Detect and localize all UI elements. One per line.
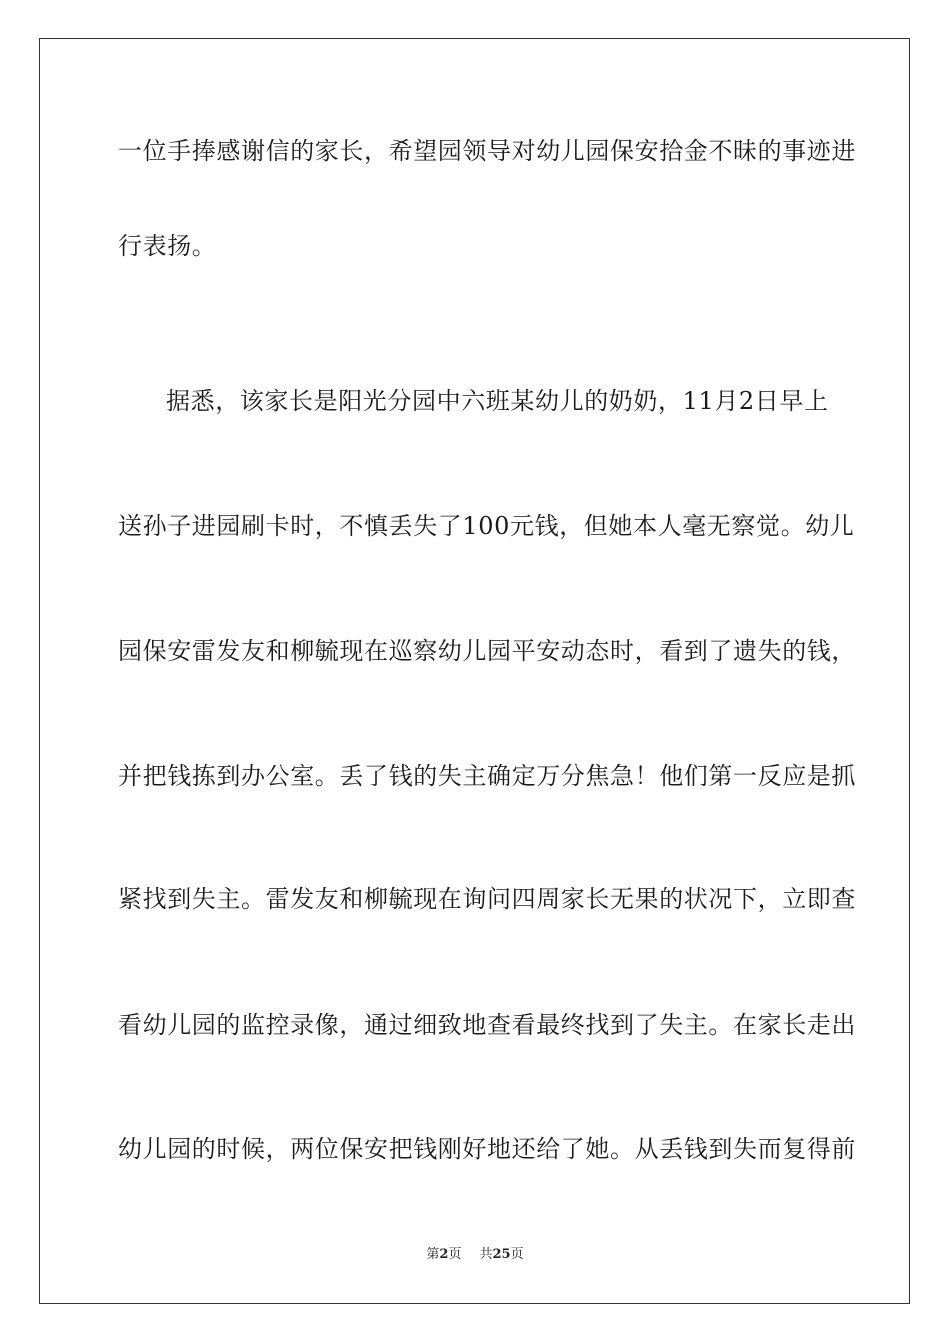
page-border bbox=[39, 38, 910, 1304]
text-line-6: 并把钱拣到办公室。丢了钱的失主确定万分焦急！他们第一反应是抓 bbox=[118, 762, 856, 790]
page-footer bbox=[0, 1246, 950, 1264]
footer-total-suffix: 页 bbox=[510, 1247, 524, 1262]
footer-page-number: 2 bbox=[439, 1247, 449, 1262]
text-line-1: 一位手捧感谢信的家长，希望园领导对幼儿园保安拾金不昧的事迹进 bbox=[118, 137, 856, 165]
text-line-9: 幼儿园的时候，两位保安把钱刚好地还给了她。从丢钱到失而复得前 bbox=[118, 1135, 856, 1163]
footer-total-prefix: 共 bbox=[479, 1247, 493, 1262]
text-line-5: 园保安雷发友和柳毓现在巡察幼儿园平安动态时，看到了遗失的钱， bbox=[118, 637, 856, 665]
footer-total-pages: 25 bbox=[492, 1247, 511, 1262]
text-line-2: 行表扬。 bbox=[118, 232, 217, 260]
text-line-8: 看幼儿园的监控录像，通过细致地查看最终找到了失主。在家长走出 bbox=[118, 1011, 856, 1039]
footer-page-prefix: 第 bbox=[426, 1247, 440, 1262]
footer-page-suffix: 页 bbox=[448, 1247, 462, 1262]
text-line-3: 据悉，该家长是阳光分园中六班某幼儿的奶奶，11月2日早上 bbox=[166, 387, 829, 415]
text-line-4: 送孙子进园刷卡时，不慎丢失了100元钱，但她本人毫无察觉。幼儿 bbox=[118, 512, 855, 540]
text-line-7: 紧找到失主。雷发友和柳毓现在询问四周家长无果的状况下，立即查 bbox=[118, 885, 856, 913]
